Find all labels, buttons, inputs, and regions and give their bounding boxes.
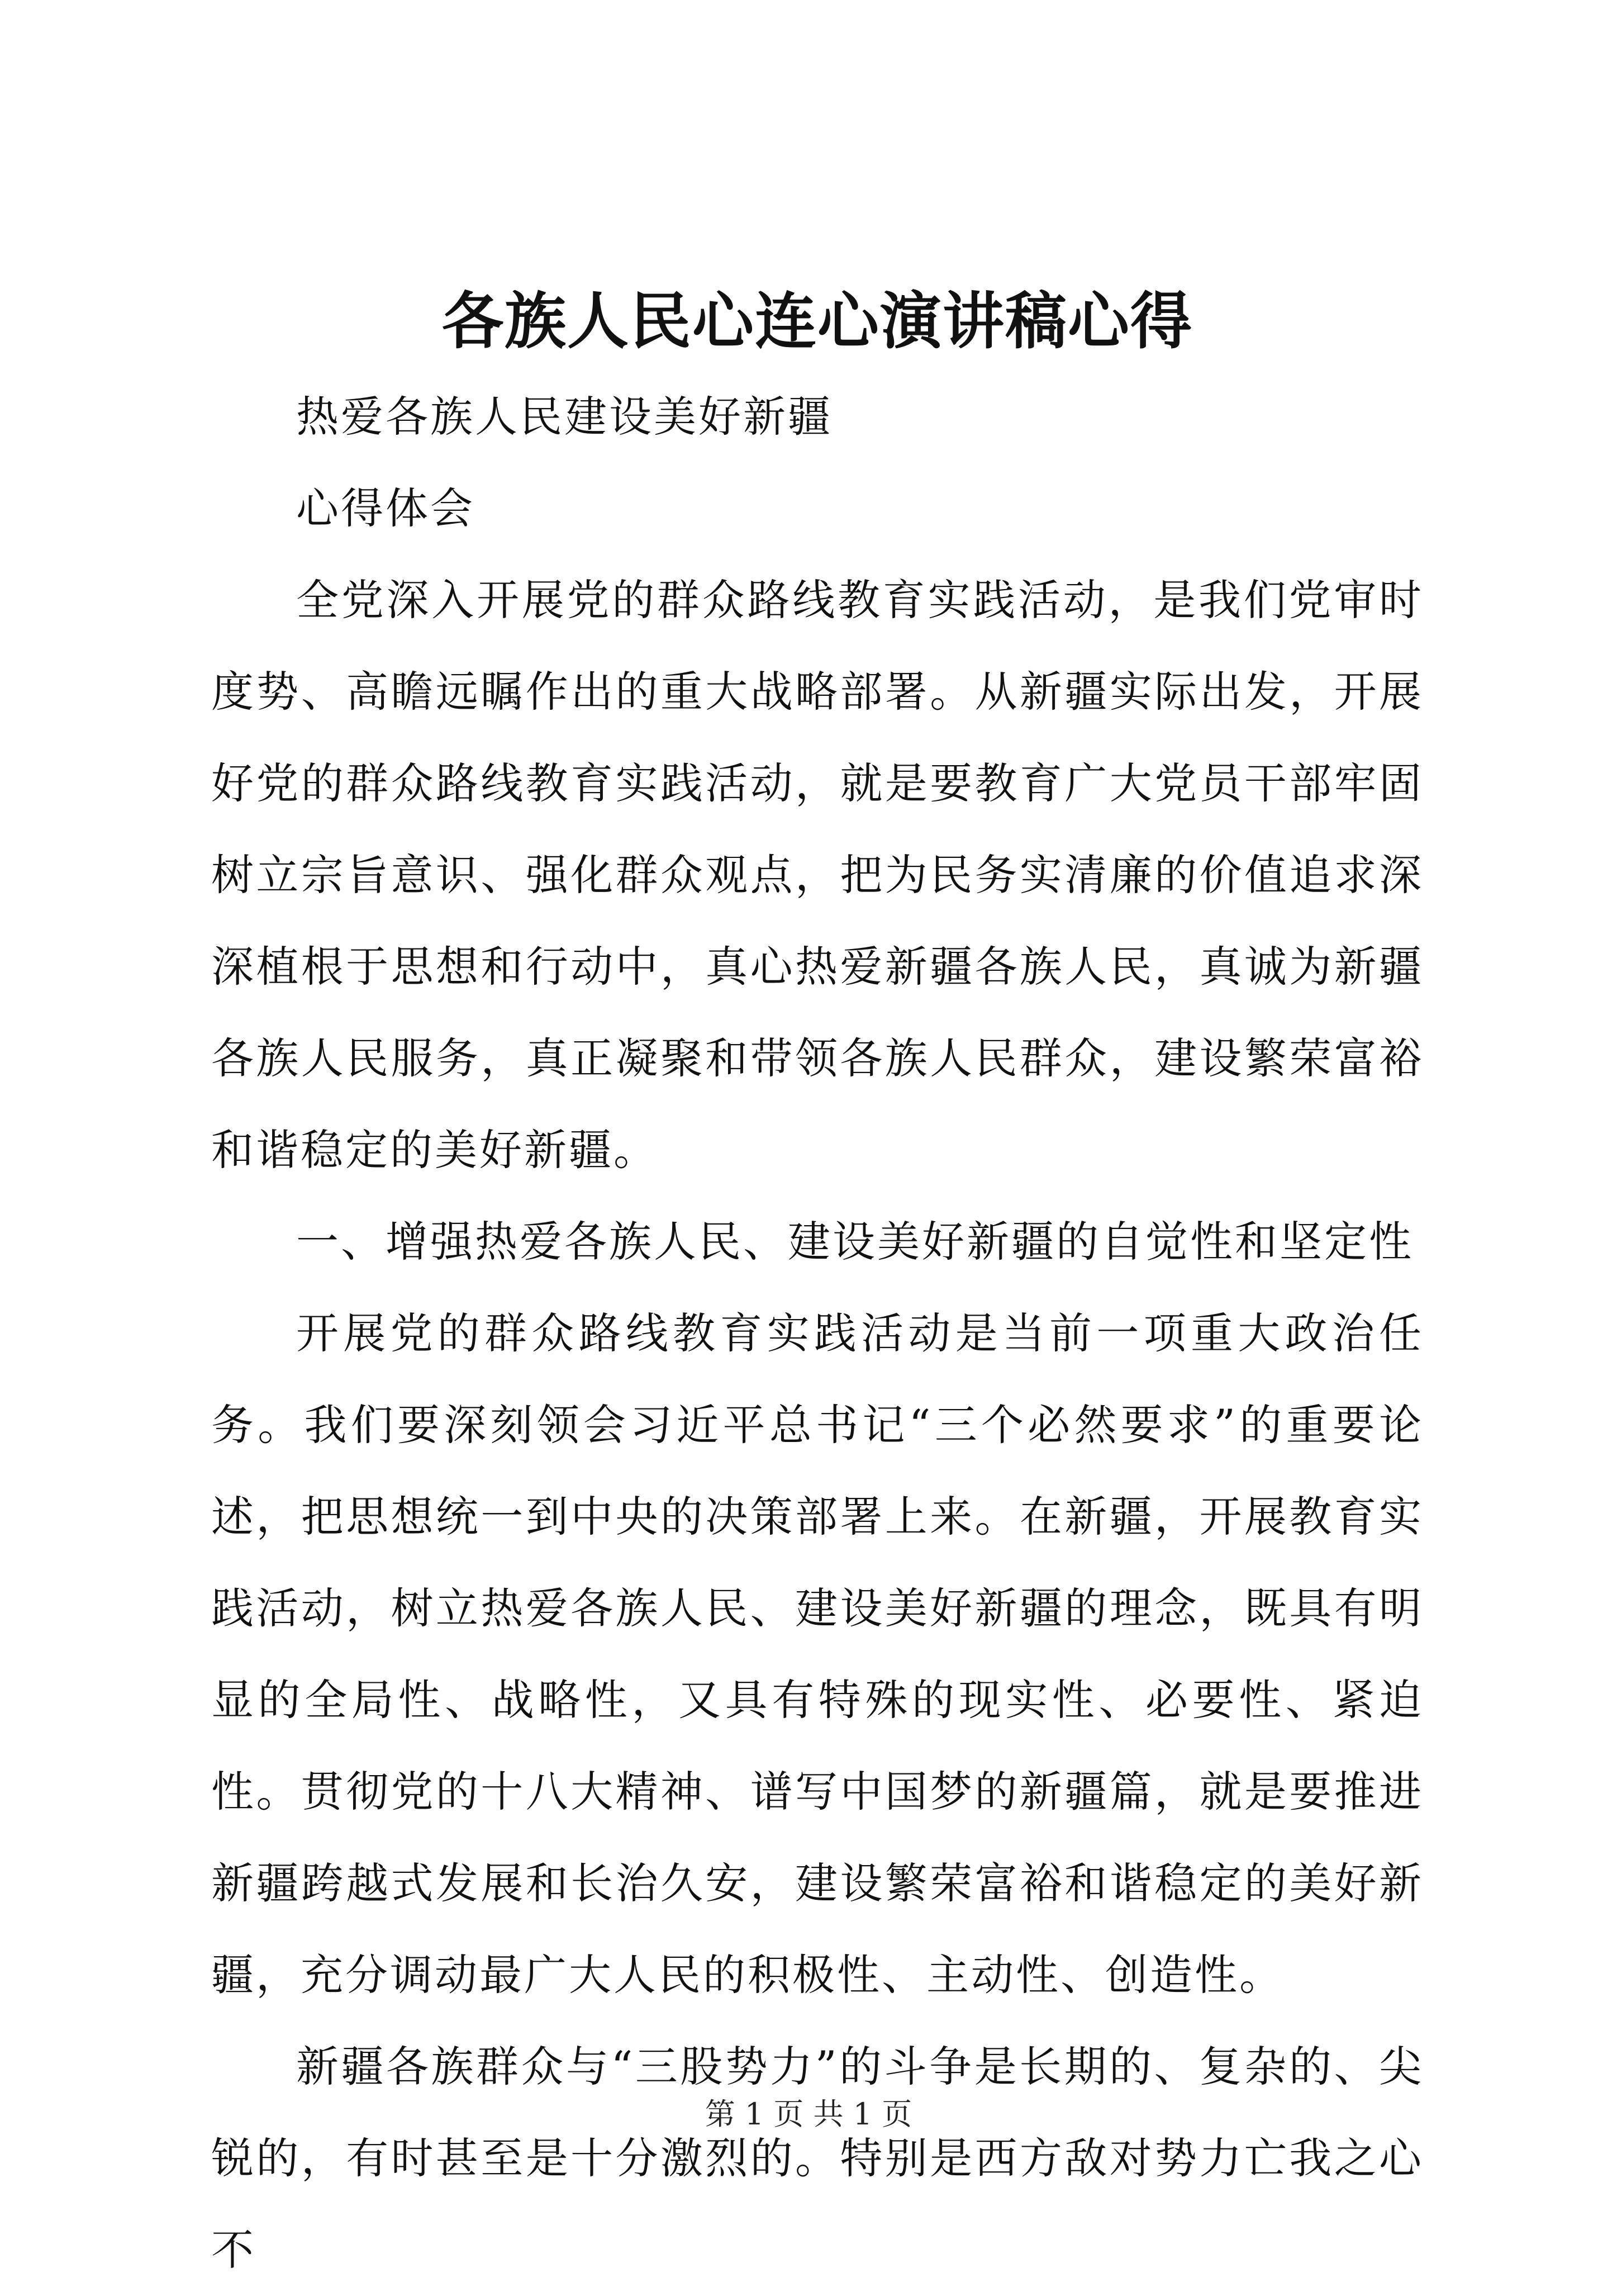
document-title: 各族人民心连心演讲稿心得	[442, 285, 1193, 357]
section-label-paragraph: 心得体会	[296, 483, 475, 533]
page-footer: 第 1 页 共 1 页	[705, 2096, 912, 2132]
document-body	[211, 279, 1424, 2296]
body-paragraph: 开展党的群众路线教育实践活动是当前一项重大政治任务。我们要深刻领会习近平总书记“三个必然要求”的重要论述，把思想统一到中央的决策部署上来。在新疆，开展教育实践活动，树立热爱各族人民、建设美好新疆的理念，既具有明显的全局性、战略性，又具有特殊的现实性、必要性、紧迫性。贯彻党的十八大精神、谱写中国梦的新疆篇，就是要推进新疆跨越式发展和长治久安，建设繁荣富裕和谐稳定的美好新疆，充分调动最广大人民的积极性、主动性、创造性。	[211, 1308, 1424, 2000]
subtitle-paragraph: 热爱各族人民建设美好新疆	[296, 392, 833, 442]
body-paragraph: 新疆各族群众与“三股势力”的斗争是长期的、复杂的、尖锐的，有时甚至是十分激烈的。特别是西方敌对势力亡我之心不	[211, 2042, 1424, 2275]
section-heading-paragraph: 一、增强热爱各族人民、建设美好新疆的自觉性和坚定性	[296, 1217, 1414, 1266]
body-paragraph: 全党深入开展党的群众路线教育实践活动，是我们党审时度势、高瞻远瞩作出的重大战略部署。从新疆实际出发，开展好党的群众路线教育实践活动，就是要教育广大党员干部牢固树立宗旨意识、强化群众观点，把为民务实清廉的价值追求深深植根于思想和行动中，真心热爱新疆各族人民，真诚为新疆各族人民服务，真正凝聚和带领各族人民群众，建设繁荣富裕和谐稳定的美好新疆。	[211, 575, 1424, 1175]
